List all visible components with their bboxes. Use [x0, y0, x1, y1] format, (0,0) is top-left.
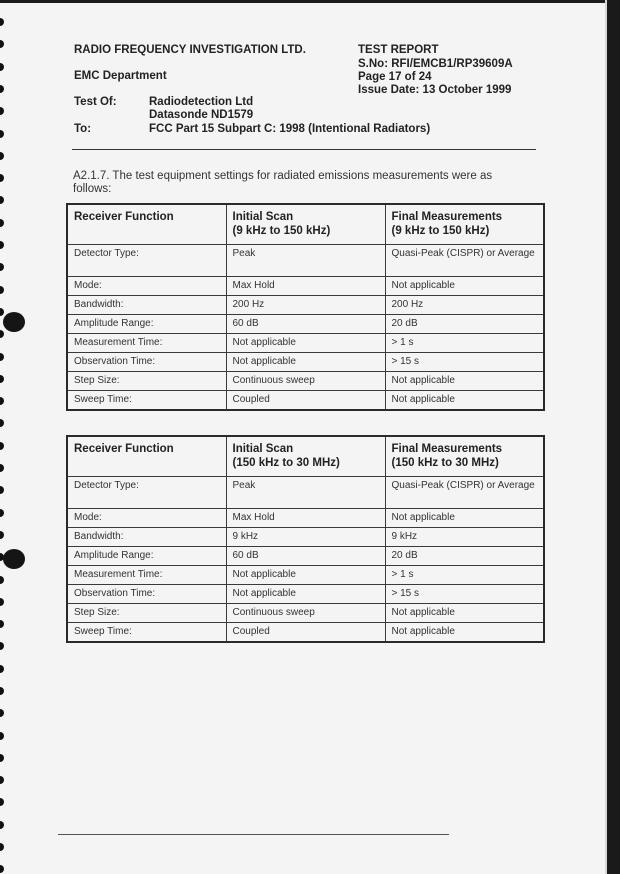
table-header-row — [67, 204, 544, 245]
binding-hole — [0, 263, 4, 271]
cell-initial-scan: Not applicable — [226, 566, 385, 585]
binding-hole — [0, 576, 4, 584]
binding-hole — [0, 687, 4, 695]
binding-hole — [0, 442, 4, 450]
cell-function: Detector Type: — [67, 245, 226, 277]
intro-paragraph: A2.1.7. The test equipment settings for radiated emissions measurements were as follows: — [73, 170, 493, 195]
table-row — [67, 566, 544, 585]
binding-hole — [0, 598, 4, 606]
cell-final-measurement: 20 dB — [385, 315, 544, 334]
cell-initial-scan: Coupled — [226, 391, 385, 411]
cell-final-measurement: > 1 s — [385, 334, 544, 353]
cell-initial-scan: Peak — [226, 477, 385, 509]
cell-initial-scan: Not applicable — [226, 334, 385, 353]
cell-initial-scan: 9 kHz — [226, 528, 385, 547]
binding-hole — [0, 196, 4, 204]
cell-final-measurement: Not applicable — [385, 509, 544, 528]
cell-initial-scan: 200 Hz — [226, 296, 385, 315]
header-text: Final Measurements — [391, 443, 503, 455]
cell-function: Measurement Time: — [67, 334, 226, 353]
cell-function: Mode: — [67, 277, 226, 296]
cell-initial-scan: Coupled — [226, 623, 385, 643]
cell-final-measurement: Quasi-Peak (CISPR) or Average — [385, 477, 544, 509]
binding-hole — [0, 375, 4, 383]
table-row — [67, 277, 544, 296]
cell-final-measurement: > 15 s — [385, 353, 544, 372]
binding-hole — [0, 397, 4, 405]
binding-hole — [0, 308, 4, 316]
table-row — [67, 604, 544, 623]
table-row — [67, 334, 544, 353]
page-number: Page 17 of 24 — [358, 71, 432, 83]
binding-hole — [0, 776, 4, 784]
cell-initial-scan: Max Hold — [226, 509, 385, 528]
binding-hole — [0, 219, 4, 227]
table-row — [67, 245, 544, 277]
header-receiver-function — [67, 436, 226, 477]
cell-final-measurement: > 15 s — [385, 585, 544, 604]
cell-final-measurement: > 1 s — [385, 566, 544, 585]
binding-hole — [0, 865, 4, 873]
binding-hole — [0, 509, 4, 517]
binding-hole — [0, 798, 4, 806]
cell-function: Step Size: — [67, 372, 226, 391]
footer-rule — [58, 834, 449, 835]
cell-initial-scan: Continuous sweep — [226, 604, 385, 623]
department: EMC Department — [74, 70, 167, 82]
table-row — [67, 547, 544, 566]
header-range: (9 kHz to 150 kHz) — [232, 225, 331, 237]
binding-hole — [0, 464, 4, 472]
binding-hole — [0, 754, 4, 762]
cell-final-measurement: Not applicable — [385, 391, 544, 411]
punch-hole — [3, 549, 25, 569]
report-title: TEST REPORT — [358, 44, 439, 56]
table-row — [67, 528, 544, 547]
company-name: RADIO FREQUENCY INVESTIGATION LTD. — [74, 44, 306, 56]
binding-hole — [0, 821, 4, 829]
header-text: Initial Scan — [232, 443, 294, 455]
binding-hole — [0, 85, 4, 93]
binding-hole — [0, 152, 4, 160]
binding-hole — [0, 18, 4, 26]
header-text: Receiver Function — [74, 443, 174, 455]
cell-final-measurement: Not applicable — [385, 277, 544, 296]
cell-function: Amplitude Range: — [67, 547, 226, 566]
cell-function: Step Size: — [67, 604, 226, 623]
serial-number: S.No: RFI/EMCB1/RP39609A — [358, 58, 513, 70]
binding-hole — [0, 40, 4, 48]
cell-final-measurement: Not applicable — [385, 623, 544, 643]
header-rule — [72, 149, 536, 150]
header-text: Initial Scan — [232, 211, 294, 223]
table-row — [67, 315, 544, 334]
binding-hole — [0, 63, 4, 71]
punch-hole — [3, 312, 25, 332]
cell-final-measurement: 9 kHz — [385, 528, 544, 547]
binding-hole — [0, 286, 4, 294]
header-final-measurements — [385, 204, 544, 245]
table-row — [67, 372, 544, 391]
binding-hole — [0, 620, 4, 628]
test-of-line2: Datasonde ND1579 — [149, 109, 254, 121]
binding-hole — [0, 353, 4, 361]
table-row — [67, 623, 544, 643]
header-range: (150 kHz to 30 MHz) — [391, 457, 499, 469]
header-initial-scan — [226, 436, 385, 477]
table-row — [67, 477, 544, 509]
header-receiver-function — [67, 204, 226, 245]
header-text: Final Measurements — [391, 211, 503, 223]
cell-initial-scan: 60 dB — [226, 315, 385, 334]
cell-final-measurement: Not applicable — [385, 372, 544, 391]
settings-table-150khz-30mhz — [66, 435, 545, 643]
cell-function: Observation Time: — [67, 353, 226, 372]
binding-hole — [0, 642, 4, 650]
binding-hole — [0, 241, 4, 249]
table-row — [67, 296, 544, 315]
header-range: (9 kHz to 150 kHz) — [391, 225, 490, 237]
test-of-line1: Radiodetection Ltd — [149, 96, 254, 108]
binding-hole — [0, 531, 4, 539]
binding-hole — [0, 665, 4, 673]
table-row — [67, 585, 544, 604]
cell-initial-scan: Not applicable — [226, 585, 385, 604]
scan-border-right — [607, 0, 620, 874]
cell-initial-scan: Not applicable — [226, 353, 385, 372]
settings-table-9khz-150khz — [66, 203, 545, 411]
test-of-label: Test Of: — [74, 96, 117, 108]
cell-initial-scan: Max Hold — [226, 277, 385, 296]
binding-hole — [0, 130, 4, 138]
cell-function: Amplitude Range: — [67, 315, 226, 334]
cell-initial-scan: Continuous sweep — [226, 372, 385, 391]
binding-hole — [0, 419, 4, 427]
cell-initial-scan: 60 dB — [226, 547, 385, 566]
to-label: To: — [74, 123, 92, 135]
issue-date: Issue Date: 13 October 1999 — [358, 84, 512, 96]
scan-border-top — [0, 0, 620, 3]
cell-function: Observation Time: — [67, 585, 226, 604]
binding-hole — [0, 330, 4, 338]
table-row — [67, 509, 544, 528]
binding-hole — [0, 843, 4, 851]
cell-function: Bandwidth: — [67, 296, 226, 315]
cell-final-measurement: 200 Hz — [385, 296, 544, 315]
header-initial-scan — [226, 204, 385, 245]
binding-hole — [0, 174, 4, 182]
cell-function: Measurement Time: — [67, 566, 226, 585]
table-row — [67, 391, 544, 411]
header-range: (150 kHz to 30 MHz) — [232, 457, 340, 469]
binding-hole — [0, 709, 4, 717]
cell-function: Bandwidth: — [67, 528, 226, 547]
cell-function: Detector Type: — [67, 477, 226, 509]
cell-function: Mode: — [67, 509, 226, 528]
cell-function: Sweep Time: — [67, 391, 226, 411]
header-text: Receiver Function — [74, 211, 174, 223]
table-header-row — [67, 436, 544, 477]
cell-final-measurement: Not applicable — [385, 604, 544, 623]
to-value: FCC Part 15 Subpart C: 1998 (Intentional Radiators) — [149, 123, 431, 135]
cell-initial-scan: Peak — [226, 245, 385, 277]
cell-final-measurement: 20 dB — [385, 547, 544, 566]
binding-hole — [0, 486, 4, 494]
table-row — [67, 353, 544, 372]
cell-function: Sweep Time: — [67, 623, 226, 643]
binding-hole — [0, 732, 4, 740]
header-final-measurements — [385, 436, 544, 477]
cell-final-measurement: Quasi-Peak (CISPR) or Average — [385, 245, 544, 277]
binding-hole — [0, 107, 4, 115]
